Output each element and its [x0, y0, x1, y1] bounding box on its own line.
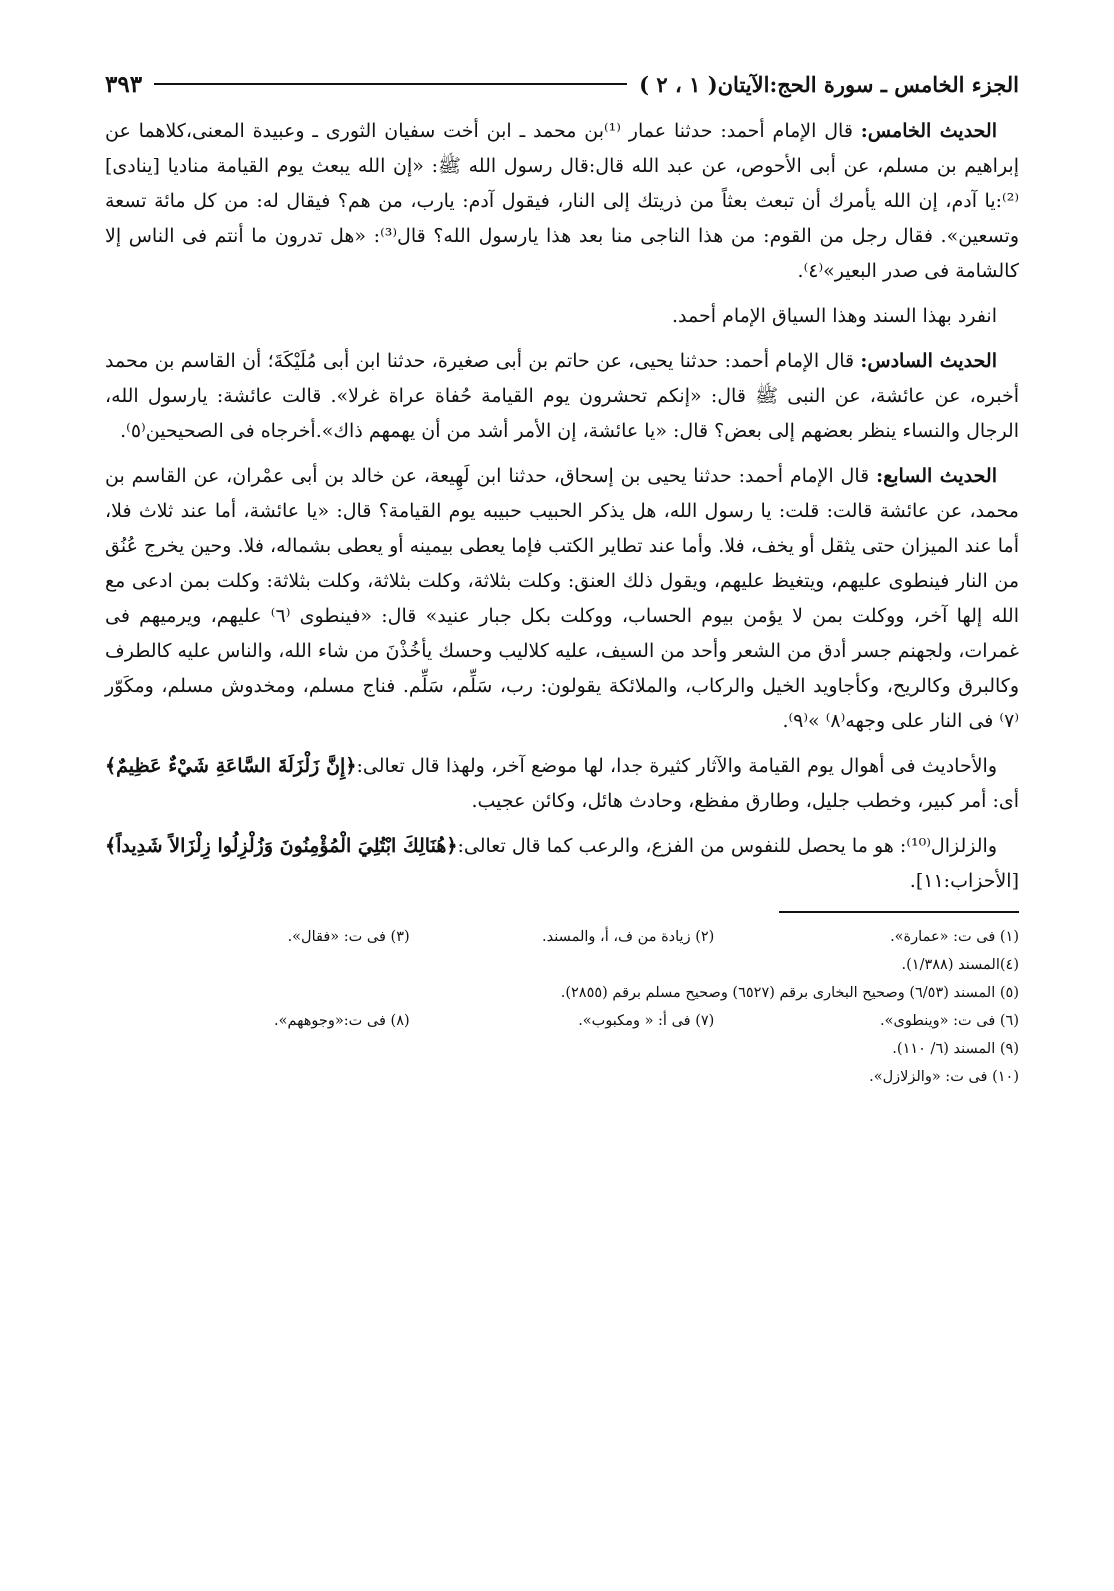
footnote-row — [105, 1035, 1019, 1063]
narration-note — [105, 299, 1019, 334]
footnote-10: (١٠) فى ت: «والزلازل». — [869, 1069, 1019, 1085]
zilzal-text-after: [الأحزاب:١١]. — [909, 870, 1019, 892]
hadith-5-heading: الحديث الخامس: — [860, 120, 997, 142]
commentary-text-after: أى: أمر كبير، وخطب جليل، وطارق مفظع، وحادث هائل، وكائن عجيب. — [471, 790, 1019, 812]
hadith-7-text: قال الإمام أحمد: حدثنا يحيى بن إسحاق، حدثنا ابن لَهِيعة، عن خالد بن أبى عمْران، عن القاسم بن محمد، عن عائشة قالت: قلت: يا رسول الله، هل يذكر الحبيب حبيبه يوم القيامة؟ قال: «يا عائشة، أما عند ثلاث فلا، أما عند الميزان حتى يثقل أو يخف، فلا. وأما عند تطاير الكتب فإما يعطى بيمينه أو يعطى بشماله، فلا. وحين يخرج عُنُق من النار فينطوى عليهم، ويتغيظ عليهم، ويقول ذلك العنق: وكلت بثلاثة، وكلت بثلاثة، وكلت بثلاثة: وكلت بمن ادعى مع الله إلها آخر، ووكلت بمن لا يؤمن بيوم الحساب، ووكلت بكل جبار عنيد» قال: «فينطوى ⁽٦⁾ عليهم، ويرميهم فى غمرات، ولجهنم جسر أدق من الشعر وأحد من السيف، عليه كلاليب وحسك يأخُذْنَ من شاء الله، والناس عليه كالطرف وكالبرق وكالريح، وكأجاويد الخيل والركاب، والملائكة يقولون: رب، سَلِّم، سَلِّم. فناج مسلم، ومخدوش مسلم، ومكَوّر ⁽٧⁾ فى النار على وجهه⁽٨⁾ »⁽٩⁾. — [105, 465, 1019, 732]
hadith-7-heading: الحديث السابع: — [876, 465, 997, 487]
hadith-7-paragraph — [105, 459, 1019, 739]
footnote-3: (٣) فى ت: «فقال». — [287, 929, 410, 945]
quran-verse-hajj-1: ﴿إِنَّ زَلْزَلَةَ السَّاعَةِ شَيْءٌ عَظِيمٌ﴾ — [105, 755, 357, 777]
header-rule — [154, 83, 627, 85]
footnote-4: (٤)المسند (١/٣٨٨). — [901, 957, 1019, 973]
main-text — [105, 114, 1019, 899]
zilzal-paragraph — [105, 829, 1019, 899]
book-page — [105, 62, 1019, 1531]
footnote-separator — [779, 911, 1019, 913]
narration-note-text: انفرد بهذا السند وهذا السياق الإمام أحمد. — [672, 305, 997, 327]
running-header — [105, 62, 1019, 106]
footnote-row — [105, 1007, 1019, 1035]
hadith-5-paragraph — [105, 114, 1019, 289]
hadith-6-paragraph — [105, 344, 1019, 449]
footnote-row — [105, 923, 1019, 951]
footnote-row — [105, 979, 1019, 1007]
footnote-8: (٨) فى ت:«وجوههم». — [273, 1013, 410, 1029]
commentary-paragraph — [105, 749, 1019, 819]
footnote-7: (٧) فى أ: « ومكبوب». — [578, 1013, 715, 1029]
footnote-5: (٥) المسند (٦/٥٣) وصحيح البخارى برقم (٦٥٢٧) وصحيح مسلم برقم (٢٨٥٥). — [560, 985, 1019, 1001]
zilzal-text-before: والزلزال⁽¹⁰⁾: هو ما يحصل للنفوس من الفزع، والرعب كما قال تعالى: — [457, 835, 997, 857]
hadith-5-text: قال الإمام أحمد: حدثنا عمار ⁽¹⁾بن محمد ـ ابن أخت سفيان الثورى ـ وعبيدة المعنى،كلاهما عن إبراهيم بن مسلم، عن أبى الأحوص، عن عبد الله قال:قال رسول الله ﷺ: «إن الله يبعث يوم القيامة مناديا [ينادى]⁽²⁾:يا آدم، إن الله يأمرك أن تبعث بعثاً من ذريتك إلى النار، فيقول آدم: يارب، من هم؟ فيقال له: من كل مائة تسعة وتسعين». فقال رجل من القوم: من هذا الناجى منا بعد هذا يارسول الله؟ قال⁽³⁾: «هل تدرون ما أنتم فى الناس إلا كالشامة فى صدر البعير»⁽٤⁾. — [105, 120, 1019, 282]
page-number: ٣٩٣ — [105, 70, 143, 98]
footnote-2: (٢) زيادة من ف، أ، والمسند. — [542, 929, 715, 945]
hadith-6-text: قال الإمام أحمد: حدثنا يحيى، عن حاتم بن أبى صغيرة، حدثنا ابن أبى مُلَيْكَةَ؛ أن القاسم بن محمد أخبره، عن عائشة، عن النبى ﷺ قال: «إنكم تحشرون يوم القيامة حُفاة عراة غرلا». قالت عائشة: يارسول الله، الرجال والنساء ينظر بعضهم إلى بعض؟ قال: «يا عائشة، إن الأمر أشد من أن يهمهم ذاك».أخرجاه فى الصحيحين⁽٥⁾. — [105, 350, 1019, 442]
footnote-row — [105, 951, 1019, 979]
footnote-1: (١) فى ت: «عمارة». — [890, 929, 1019, 945]
header-title: الجزء الخامس ـ سورة الحج:الآيتان( ١ ، ٢ ) — [639, 71, 1019, 97]
commentary-text-before: والأحاديث فى أهوال يوم القيامة والآثار كثيرة جدا، لها موضع آخر، ولهذا قال تعالى: — [356, 755, 997, 777]
footnote-row — [105, 1063, 1019, 1091]
hadith-6-heading: الحديث السادس: — [860, 350, 997, 372]
quran-verse-ahzab-11: ﴿هُنَالِكَ ابْتُلِيَ الْمُؤْمِنُونَ وَزُلْزِلُوا زِلْزَالاً شَدِيداً﴾ — [105, 835, 458, 857]
footnote-9: (٩) المسند (٦/ ١١٠). — [892, 1041, 1019, 1057]
footnote-6: (٦) فى ت: «وينطوى». — [879, 1013, 1019, 1029]
footnotes — [105, 923, 1019, 1091]
